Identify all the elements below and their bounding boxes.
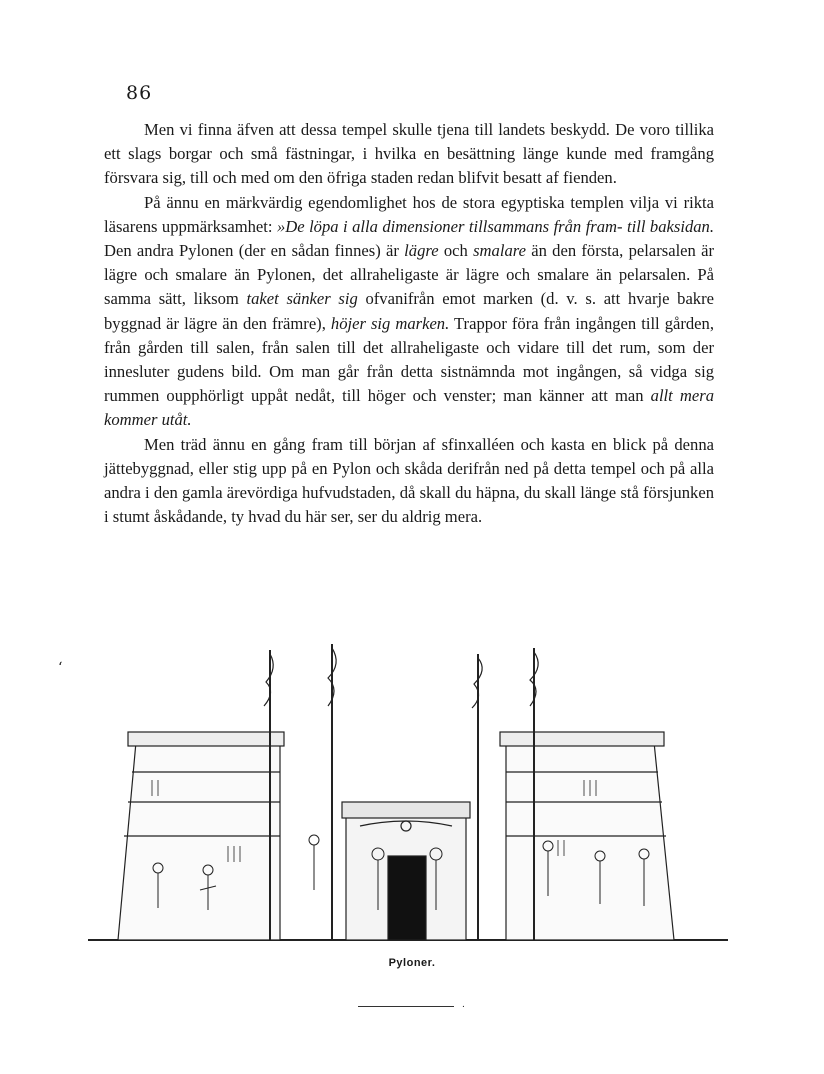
emphasis-text: taket sänker sig [246, 289, 358, 309]
gateway-door [388, 856, 426, 940]
right-cornice [500, 732, 664, 746]
emphasis-text: höjer sig marken. [330, 313, 450, 333]
text-run: och [438, 241, 474, 261]
footer-dot: . [462, 1000, 465, 1010]
emphasis-text: allt mera kommer utåt. [104, 386, 714, 430]
text-run: Trappor föra från ingången till gården, från gården till salen, från salen till det allraheligaste och vidare till det rum, som der innesluter gudens bild. Om man går från detta sistnämnda mot ingången, så vidga sig rummen oupphörligt uppåt nedåt, till höger och venster; man känner att man [104, 313, 714, 406]
page-number: 86 [126, 82, 153, 104]
paragraph-1 [104, 118, 714, 191]
footer-rule [358, 1006, 454, 1007]
emphasis-text: lägre [404, 241, 439, 261]
pylon-illustration [88, 640, 734, 950]
stray-mark: ‘ [58, 660, 63, 676]
text-run: Men träd ännu en gång fram till början af sfinxalléen och kasta en blick på denna jättebyggnad, eller stig upp på en Pylon och skåda derifrån ned på detta tempel och på alla andra i den gamla ärevördiga hufvudstaden, då skall du häpna, du skall länge stå försjunken i stumt åskådande, ty hvad du här ser, ser du aldrig mera. [104, 434, 714, 527]
emphasis-text: »De löpa i alla dimensioner tillsammans från fram- till baksidan. [276, 216, 714, 236]
text-run: Den andra Pylonen (der en sådan finnes) är [104, 241, 405, 261]
figure-caption: Pyloner. [388, 957, 436, 969]
left-cornice [128, 732, 284, 746]
pylon-engraving [88, 640, 734, 950]
paragraph-2 [104, 191, 714, 433]
text-run: än den första, pelarsalen är lägre och smalare än Pylonen, det allraheligaste är lägre och smalare än pelarsalen. På samma sätt, liksom [104, 241, 714, 309]
gateway-lintel [342, 802, 470, 818]
text-run: ofvanifrån emot marken (d. v. s. att hvarje bakre byggnad är lägre än den främre), [104, 289, 714, 333]
text-run: På ännu en märkvärdig egendomlighet hos de stora egyptiska templen vilja vi rikta läsarens uppmärksamhet: [104, 192, 714, 236]
paragraph-3 [104, 433, 714, 530]
body-text [104, 118, 714, 529]
text-run: Men vi finna äfven att dessa tempel skulle tjena till landets beskydd. De voro tillika ett slags borgar och små fästningar, i hvilka en besättning länge kunde med framgång försvara sig, till och med om den öfriga staden redan blifvit besatt af fienden. [104, 120, 714, 188]
emphasis-text: smalare [473, 241, 526, 261]
